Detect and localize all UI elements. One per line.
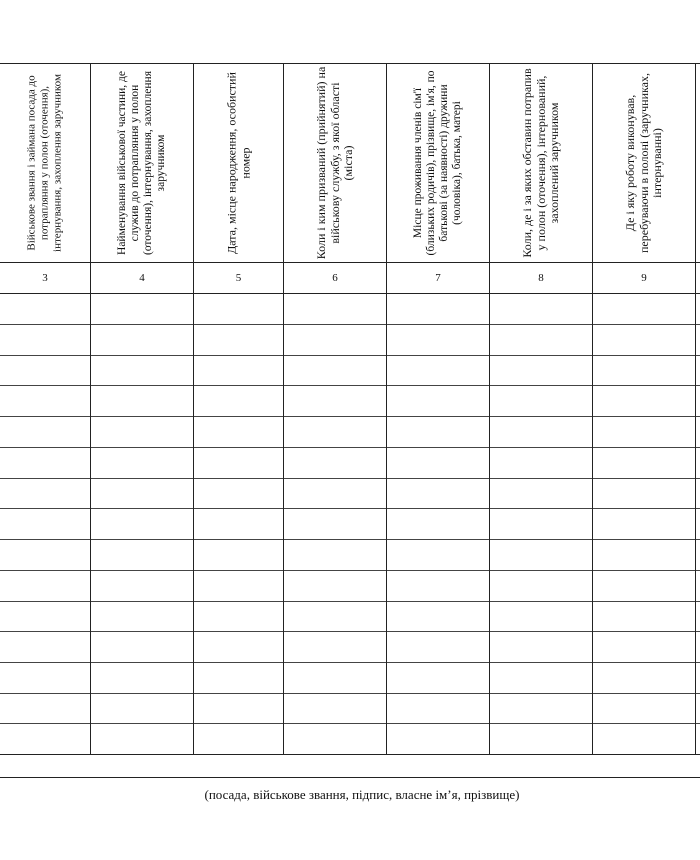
table-row [0, 416, 700, 417]
column-divider [695, 63, 696, 754]
signature-caption-text: (посада, військове звання, підпис, власне ім’я, прізвище) [204, 787, 520, 802]
column-header-3 [0, 64, 90, 262]
table-row [0, 570, 700, 571]
column-number: 8 [538, 272, 544, 284]
table-row [0, 355, 700, 356]
table-row [0, 693, 700, 694]
table-row [0, 631, 700, 632]
table-row [0, 662, 700, 663]
column-header-5 [194, 64, 283, 262]
column-header-text: Військове звання і займана посада до потрапляння у полон (оточення), інтернування, захоплення заручником [25, 74, 64, 252]
table-bottom-border [0, 754, 700, 755]
header-bottom-border [0, 262, 700, 263]
number-row-border [0, 293, 700, 294]
table-row [0, 324, 700, 325]
column-header-text: Місце проживання членів сім'ї (близьких родичів), прізвище, ім'я, по батькові (за наявності) дружини (чоловіка), батька, матері [412, 70, 463, 256]
table-row [0, 447, 700, 448]
table-row [0, 385, 700, 386]
column-header-text: Коли і ким призваний (прийнятий) на військову службу, з якої області (міста) [313, 66, 355, 260]
column-header-7 [387, 64, 489, 262]
signature-caption [0, 787, 700, 803]
table-row [0, 508, 700, 509]
column-header-4 [91, 64, 193, 262]
column-header-text: Дата, місце народження, особистий номер [224, 72, 252, 254]
column-number: 3 [42, 272, 48, 284]
column-header-text: Коли, де і за яких обставин потрапив у полон (оточення), інтернований, захоплений заручником [519, 68, 561, 258]
table-row [0, 601, 700, 602]
column-header-9 [593, 64, 695, 262]
column-header-8 [490, 64, 592, 262]
table-row [0, 539, 700, 540]
column-number: 6 [332, 272, 338, 284]
column-header-6 [284, 64, 386, 262]
column-header-text: Де і яку роботу виконував, перебуваючи в полоні (заручниках, інтернуванні) [622, 73, 664, 253]
table-row [0, 723, 700, 724]
column-number: 9 [641, 272, 647, 284]
column-number: 4 [139, 272, 145, 284]
column-number: 5 [235, 272, 242, 284]
column-number: 7 [435, 272, 441, 284]
column-header-text: Найменування військової частини, де служив до потрапляння у полон (оточення), інтернування, захоплення заручником [116, 71, 167, 255]
table-row [0, 478, 700, 479]
signature-line [0, 777, 700, 778]
